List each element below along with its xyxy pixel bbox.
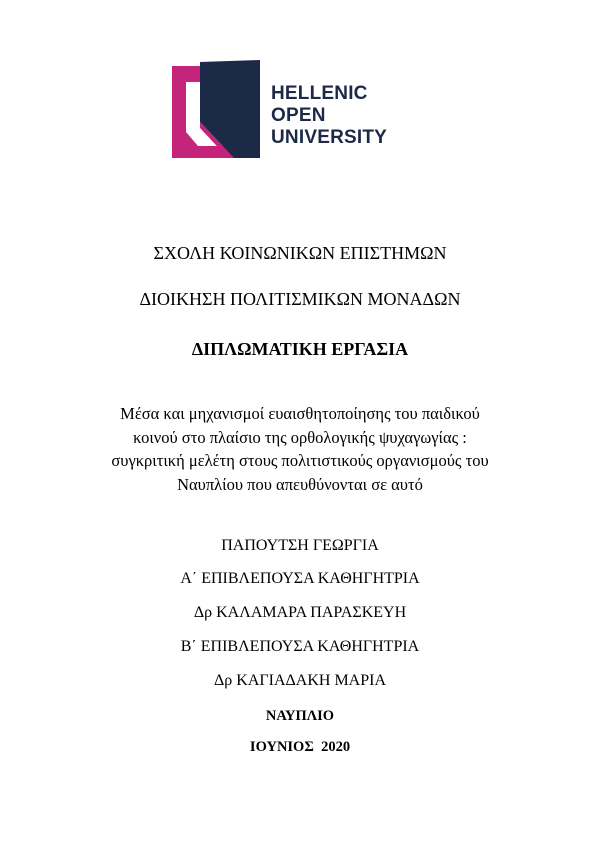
- place: ΝΑΥΠΛΙΟ: [265, 708, 335, 724]
- author-name: ΠΑΠΟΥΤΣΗ ΓΕΩΡΓΙΑ: [221, 537, 379, 554]
- logo-line-2: OPEN: [271, 105, 326, 126]
- school-name: ΣΧΟΛΗ ΚΟΙΝΩΝΙΚΩΝ ΕΠΙΣΤΗΜΩΝ: [153, 243, 447, 263]
- hellenic-open-university-logo-icon: [170, 60, 262, 158]
- supervisor-a-label: Α΄ ΕΠΙΒΛΕΠΟΥΣΑ ΚΑΘΗΓΗΤΡΙΑ: [180, 570, 420, 587]
- thesis-title-line-2: κοινού στο πλαίσιο της ορθολογικής ψυχαγωγίας :: [133, 427, 467, 447]
- thesis-title-line-4: Ναυπλίου που απευθύνονται σε αυτό: [177, 474, 423, 494]
- logo-line-3: UNIVERSITY: [271, 127, 388, 148]
- date: ΙΟΥΝΙΟΣ 2020: [249, 739, 351, 755]
- supervisor-a-name: Δρ ΚΑΛΑΜΑΡΑ ΠΑΡΑΣΚΕΥΗ: [193, 604, 407, 621]
- supervisor-b-label: Β΄ ΕΠΙΒΛΕΠΟΥΣΑ ΚΑΘΗΓΗΤΡΙΑ: [180, 638, 420, 655]
- thesis-type: ΔΙΠΛΩΜΑΤΙΚΗ ΕΡΓΑΣΙΑ: [191, 339, 409, 359]
- thesis-title-line-1: Μέσα και μηχανισμοί ευαισθητοποίησης του παιδικού: [120, 404, 480, 423]
- logo-line-1: HELLENIC: [271, 83, 368, 104]
- university-logo: [170, 60, 410, 160]
- thesis-title: [60, 402, 540, 496]
- logo-wordmark: [271, 83, 387, 149]
- supervisor-b-name: Δρ ΚΑΓΙΑΔΑΚΗ ΜΑΡΙΑ: [213, 672, 387, 689]
- thesis-title-line-3: συγκριτική μελέτη στους πολιτιστικούς οργανισμούς του: [111, 451, 489, 470]
- department-name: ΔΙΟΙΚΗΣΗ ΠΟΛΙΤΙΣΜΙΚΩΝ ΜΟΝΑΔΩΝ: [139, 289, 461, 309]
